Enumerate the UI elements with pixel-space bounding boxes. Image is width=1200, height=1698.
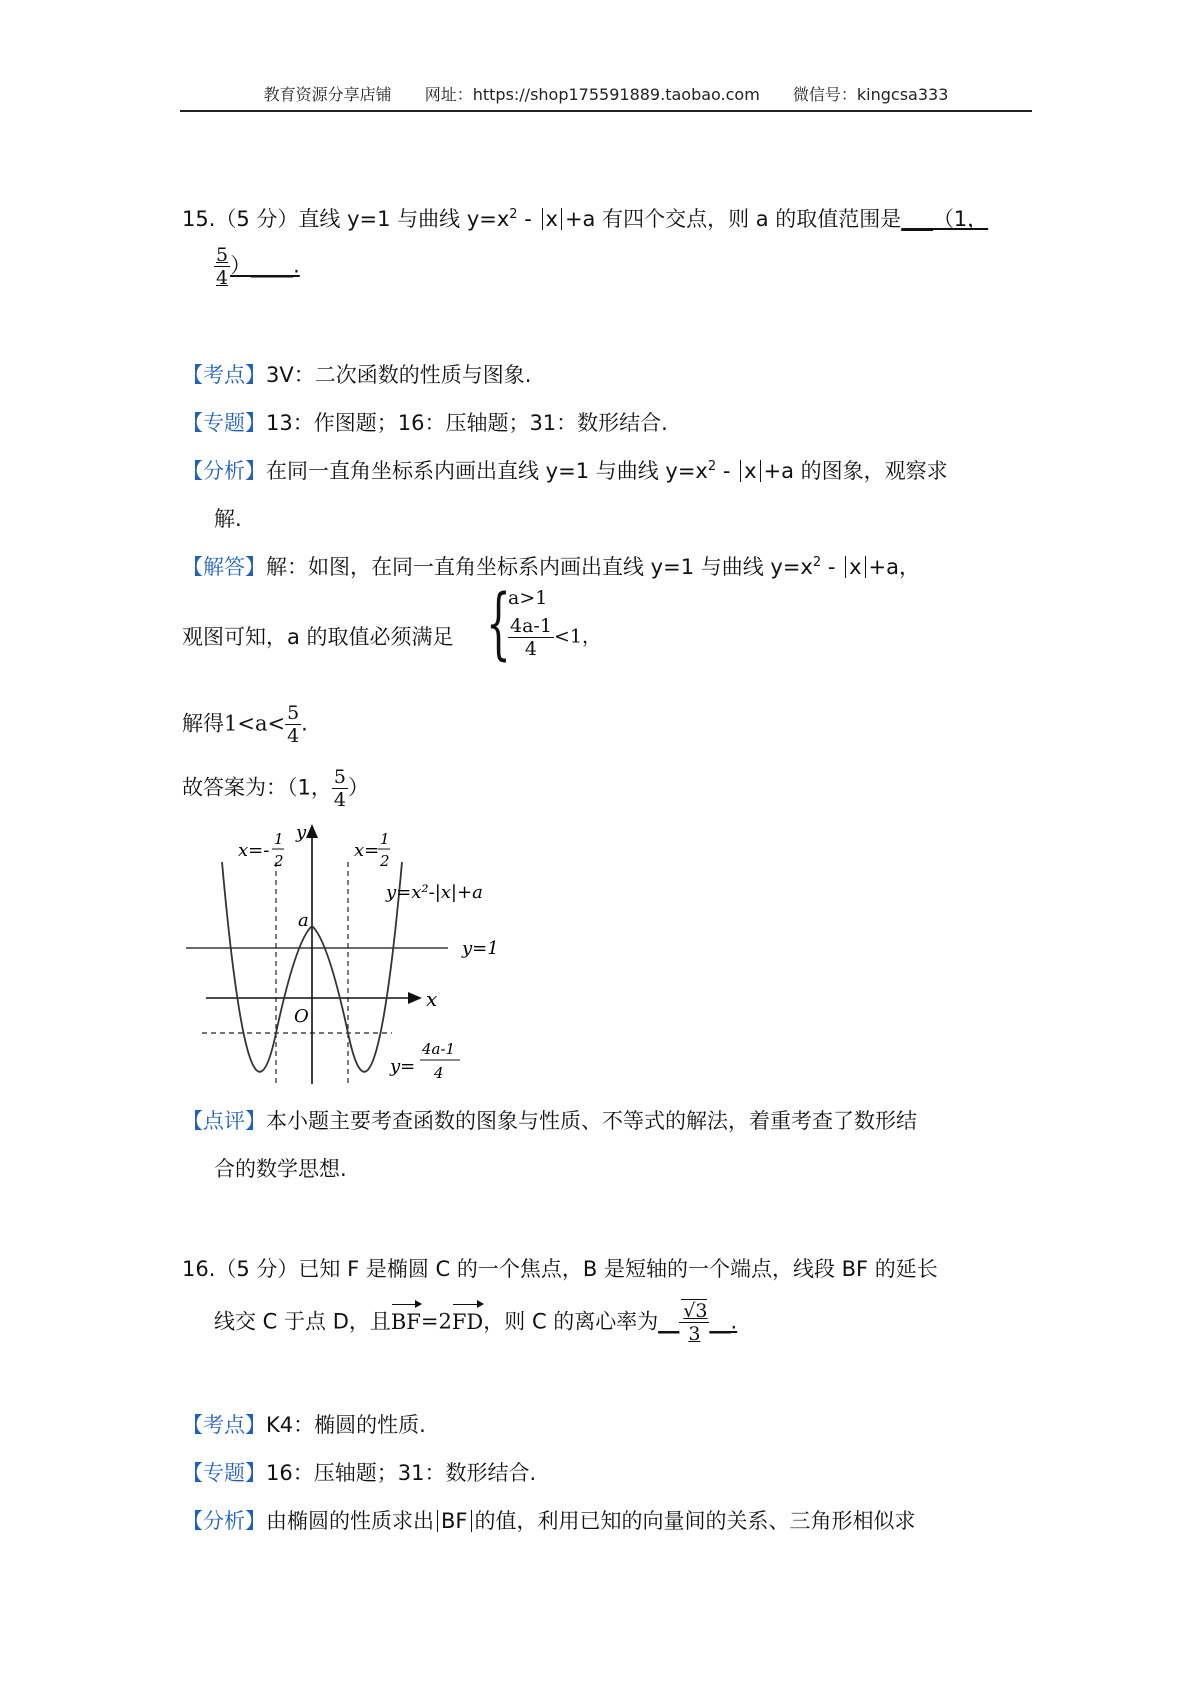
- tag-kaodian: 【考点】: [182, 1413, 266, 1437]
- s15-zhuanti: [182, 408, 668, 438]
- zhuanti-text: 16：压轴题；31：数形结合.: [266, 1461, 537, 1485]
- label-curve: y=x²-|x|+a: [386, 882, 483, 903]
- frac-num: 5: [216, 244, 229, 266]
- fenxi-exponent: 2: [707, 459, 717, 474]
- abs-bar: [437, 1510, 438, 1532]
- label-right: x=: [354, 840, 380, 861]
- q15-minus: -: [517, 207, 539, 231]
- frac-num: 5: [287, 702, 300, 724]
- frac-num: 5: [333, 766, 346, 788]
- q15-answer-line: [214, 244, 300, 289]
- q15-exponent: 2: [509, 207, 518, 222]
- label-left-den: 2: [274, 852, 284, 870]
- label-y-axis: y: [296, 822, 307, 843]
- header-shop: 教育资源分享店铺: [263, 85, 392, 104]
- label-min-den: 4: [434, 1064, 444, 1082]
- s16-fenxi: [182, 1506, 916, 1536]
- label-min: y=: [390, 1056, 416, 1077]
- system-rest: <1: [553, 625, 582, 648]
- frac-den: 3: [688, 1323, 701, 1345]
- jieda-exponent: 2: [812, 555, 822, 570]
- frac-num: [679, 1300, 709, 1323]
- zhuanti-text: 13：作图题；16：压轴题；31：数形结合.: [266, 411, 668, 435]
- frac-den: 4: [333, 789, 346, 811]
- q16-answer-fraction: [679, 1300, 709, 1345]
- label-left: x=-: [238, 840, 270, 861]
- q16-text-tail: ，则 C 的离心率为: [483, 1309, 659, 1334]
- fenxi-minus: -: [716, 459, 738, 483]
- q16-blank-open: __: [658, 1309, 680, 1334]
- sqrt: √3: [683, 1300, 708, 1322]
- q16-stem-cont: [214, 1300, 737, 1345]
- system-row-1: a>1: [508, 587, 548, 609]
- tag-fenxi: 【分析】: [182, 1509, 266, 1533]
- jiede-ineq: 1<a<: [224, 711, 286, 736]
- label-right-num: 1: [380, 830, 390, 848]
- tag-fenxi: 【分析】: [182, 459, 266, 483]
- guda-end: ）: [347, 775, 369, 800]
- label-origin: O: [294, 1006, 309, 1027]
- abs-bar: [561, 208, 562, 230]
- dianping-text: 本小题主要考查函数的图象与性质、不等式的解法，着重考查了数形结: [266, 1109, 917, 1133]
- kaodian-text: K4：椭圆的性质.: [266, 1413, 426, 1437]
- vector-bf: BF: [391, 1307, 421, 1337]
- label-right-den: 2: [380, 852, 390, 870]
- q15-stem-tail: +a 有四个交点，则 a 的取值范围是: [564, 207, 902, 231]
- tag-jieda: 【解答】: [182, 555, 266, 579]
- q16-text: 线交 C 于点 D，且: [214, 1309, 391, 1334]
- q15-x: x: [545, 207, 558, 231]
- s15-dianping-cont: 合的数学思想.: [214, 1157, 347, 1181]
- abs-bar: [542, 208, 543, 230]
- frac-den: 4: [287, 725, 300, 747]
- header-site: 网址：https://shop175591889.taobao.com: [424, 85, 760, 104]
- header-rule: [180, 110, 1032, 112]
- abs-bar: [760, 460, 761, 482]
- system-brace: {: [486, 579, 511, 669]
- label-a: a: [298, 910, 309, 931]
- jiede-end: .: [301, 711, 308, 736]
- q15-answer-fraction: [214, 244, 230, 289]
- s15-kaodian: [182, 360, 531, 390]
- fenxi-text: 在同一直角坐标系内画出直线 y=1 与曲线 y=x: [266, 459, 708, 483]
- fenxi-text: 由椭圆的性质求出: [266, 1509, 434, 1533]
- abs-bar: [845, 556, 846, 578]
- q15-stem-text: 15.（5 分）直线 y=1 与曲线 y=x: [182, 207, 510, 231]
- fenxi-bf: BF: [441, 1509, 468, 1533]
- kaodian-text: 3V：二次函数的性质与图象.: [266, 363, 532, 387]
- s15-fenxi: [182, 456, 948, 486]
- label-y1: y=1: [462, 938, 499, 959]
- parabola-graph: [186, 822, 516, 1092]
- tag-kaodian: 【考点】: [182, 363, 266, 387]
- s16-kaodian: [182, 1410, 426, 1440]
- tag-dianping: 【点评】: [182, 1109, 266, 1133]
- s15-jiede: [182, 702, 308, 747]
- fenxi-x: x: [744, 459, 757, 483]
- label-x-axis: x: [426, 987, 438, 1011]
- jiede-fraction: [285, 702, 301, 747]
- abs-bar: [865, 556, 866, 578]
- system-comma: ，: [581, 625, 601, 648]
- tag-zhuanti: 【专题】: [182, 411, 266, 435]
- q15-answer-close: ）____.: [230, 253, 300, 278]
- s15-guda: [182, 766, 369, 811]
- vector-fd: FD: [452, 1307, 483, 1337]
- q16-blank-close: __.: [709, 1309, 738, 1334]
- q15-stem: [182, 204, 988, 234]
- page-header: [180, 82, 1032, 105]
- frac-den: 4: [524, 638, 538, 660]
- q16-eq: =2: [420, 1309, 452, 1334]
- s15-guantu: 观图可知，a 的取值必须满足: [182, 625, 454, 649]
- tag-zhuanti: 【专题】: [182, 1461, 266, 1485]
- abs-bar: [740, 460, 741, 482]
- label-left-num: 1: [274, 830, 284, 848]
- label-min-num: 4a-1: [422, 1040, 456, 1058]
- x-axis-arrow: [408, 992, 422, 1004]
- s15-fenxi-cont: 解.: [214, 507, 242, 531]
- s16-zhuanti: [182, 1458, 536, 1488]
- q16-stem: 16.（5 分）已知 F 是椭圆 C 的一个焦点，B 是短轴的一个端点，线段 BF 的延长: [182, 1257, 938, 1281]
- frac-num: 4a-1: [510, 615, 552, 637]
- jieda-x: x: [849, 555, 862, 579]
- fenxi-tail: +a 的图象，观察求: [763, 459, 948, 483]
- y-axis-arrow: [306, 824, 318, 838]
- frac-den: 4: [216, 267, 229, 289]
- q15-answer-open: ___（1，: [901, 207, 989, 231]
- s15-dianping: [182, 1106, 917, 1136]
- jieda-minus: -: [821, 555, 843, 579]
- fenxi-tail: 的值，利用已知的向量间的关系、三角形相似求: [474, 1509, 916, 1533]
- system-fraction: [508, 615, 554, 660]
- jiede-text: 解得: [182, 711, 224, 736]
- jieda-tail: +a，: [868, 555, 920, 579]
- guda-fraction: [332, 766, 348, 811]
- system-row-2: [508, 615, 601, 660]
- jieda-text: 解：如图，在同一直角坐标系内画出直线 y=1 与曲线 y=x: [266, 555, 813, 579]
- s15-jieda: [182, 552, 920, 582]
- header-wechat: 微信号：kingcsa333: [792, 85, 949, 104]
- guda-text: 故答案为：（1，: [182, 775, 332, 800]
- abs-bar: [471, 1510, 472, 1532]
